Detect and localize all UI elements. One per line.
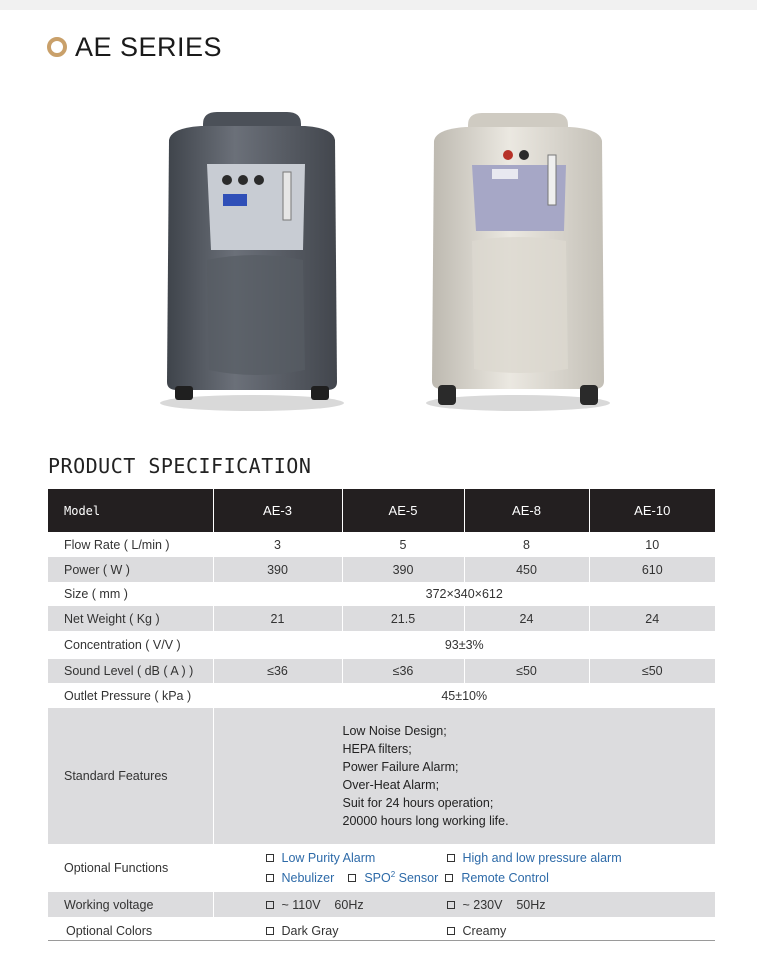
checkbox-icon[interactable] [266, 854, 274, 862]
option-row [266, 895, 716, 915]
option-110v[interactable] [266, 898, 447, 912]
spec-table [48, 489, 715, 945]
label-optional-colors: Optional Colors [48, 917, 213, 945]
checkbox-icon[interactable] [447, 901, 455, 909]
checkbox-icon[interactable] [266, 874, 274, 882]
option-nebulizer[interactable] [266, 871, 335, 885]
series-title: AE SERIES [75, 31, 223, 62]
row-optional-functions [48, 844, 715, 892]
option-dark-gray[interactable] [266, 924, 447, 938]
row-standard-features [48, 708, 715, 844]
checkbox-icon[interactable] [445, 874, 453, 882]
row-power [48, 557, 715, 582]
option-row [266, 868, 716, 888]
cell: 5 [342, 532, 464, 557]
cell: 24 [464, 606, 589, 631]
option-label: ~ 230V 50Hz [462, 897, 546, 912]
feature-item: Power Failure Alarm; [342, 760, 459, 774]
checkbox-icon[interactable] [447, 927, 455, 935]
cell: ≤50 [464, 659, 589, 683]
label-concentration: Concentration ( V/V ) [48, 631, 213, 659]
features-list [343, 722, 509, 830]
row-outlet-pressure [48, 683, 715, 708]
feature-item: 20000 hours long working life. [342, 814, 509, 828]
option-label: High and low pressure alarm [462, 851, 622, 865]
table-header [48, 489, 715, 532]
cell: ≤50 [589, 659, 715, 683]
cell: ≤36 [342, 659, 464, 683]
top-bar [0, 0, 757, 10]
option-spo2-sensor[interactable] [348, 870, 445, 885]
option-label: Dark Gray [281, 924, 339, 938]
label-power: Power ( W ) [48, 557, 213, 582]
option-230v[interactable] [447, 898, 546, 912]
cell: ≤36 [213, 659, 342, 683]
checkbox-icon[interactable] [266, 927, 274, 935]
option-high-low-pressure[interactable] [447, 851, 622, 865]
option-label: Remote Control [461, 871, 549, 885]
cell: 24 [589, 606, 715, 631]
label-flow-rate: Flow Rate ( L/min ) [48, 532, 213, 557]
cell: 8 [464, 532, 589, 557]
option-label: ~ 110V 60Hz [281, 897, 364, 912]
cell-concentration: 93±3% [213, 631, 715, 659]
cell: 390 [213, 557, 342, 582]
label-size: Size ( mm ) [48, 582, 213, 606]
feature-item: Suit for 24 hours operation; [342, 796, 494, 810]
option-label: Nebulizer [281, 871, 335, 885]
row-concentration [48, 631, 715, 659]
cell-outlet-pressure: 45±10% [213, 683, 715, 708]
label-outlet-pressure: Outlet Pressure ( kPa ) [48, 683, 213, 708]
feature-item: Over-Heat Alarm; [342, 778, 440, 792]
cell-standard-features [213, 708, 715, 844]
cell-size: 372×340×612 [213, 582, 715, 606]
option-label [364, 870, 438, 885]
row-net-weight [48, 606, 715, 631]
label-standard-features: Standard Features [48, 708, 213, 844]
label-sound-level: Sound Level ( dB ( A ) ) [48, 659, 213, 683]
spo2-subscript: 2 [390, 870, 396, 880]
bottom-divider [48, 940, 715, 941]
row-sound-level [48, 659, 715, 683]
cell: 21.5 [342, 606, 464, 631]
label-working-voltage: Working voltage [48, 892, 213, 917]
cell-optional-functions [213, 844, 715, 892]
header-ae8: AE-8 [464, 489, 589, 532]
row-flow-rate [48, 532, 715, 557]
option-label: Creamy [462, 924, 507, 938]
option-label: Low Purity Alarm [281, 851, 376, 865]
checkbox-icon[interactable] [447, 854, 455, 862]
row-working-voltage [48, 892, 715, 917]
option-low-purity[interactable] [266, 851, 447, 865]
feature-item: HEPA filters; [342, 742, 412, 756]
cell: 10 [589, 532, 715, 557]
label-optional-functions: Optional Functions [48, 844, 213, 892]
cell: 390 [342, 557, 464, 582]
series-heading [47, 30, 222, 64]
cell: 21 [213, 606, 342, 631]
product-image-dark-gray [155, 100, 350, 420]
checkbox-icon[interactable] [266, 901, 274, 909]
spec-title: PRODUCT SPECIFICATION [48, 454, 312, 478]
header-ae5: AE-5 [342, 489, 464, 532]
ring-bullet-icon [47, 37, 67, 57]
option-row [266, 921, 716, 941]
product-image-creamy [418, 105, 618, 420]
sensor-text: Sensor [395, 871, 439, 886]
option-creamy[interactable] [447, 924, 507, 938]
option-remote-control[interactable] [445, 871, 549, 885]
feature-item: Low Noise Design; [342, 724, 447, 738]
cell: 450 [464, 557, 589, 582]
spo2-text: SPO [364, 871, 391, 886]
option-row [266, 848, 716, 868]
cell-working-voltage [213, 892, 715, 917]
header-model: Model [48, 489, 213, 532]
row-size [48, 582, 715, 606]
header-ae3: AE-3 [213, 489, 342, 532]
cell: 3 [213, 532, 342, 557]
cell: 610 [589, 557, 715, 582]
checkbox-icon[interactable] [348, 874, 356, 882]
header-ae10: AE-10 [589, 489, 715, 532]
label-net-weight: Net Weight ( Kg ) [48, 606, 213, 631]
